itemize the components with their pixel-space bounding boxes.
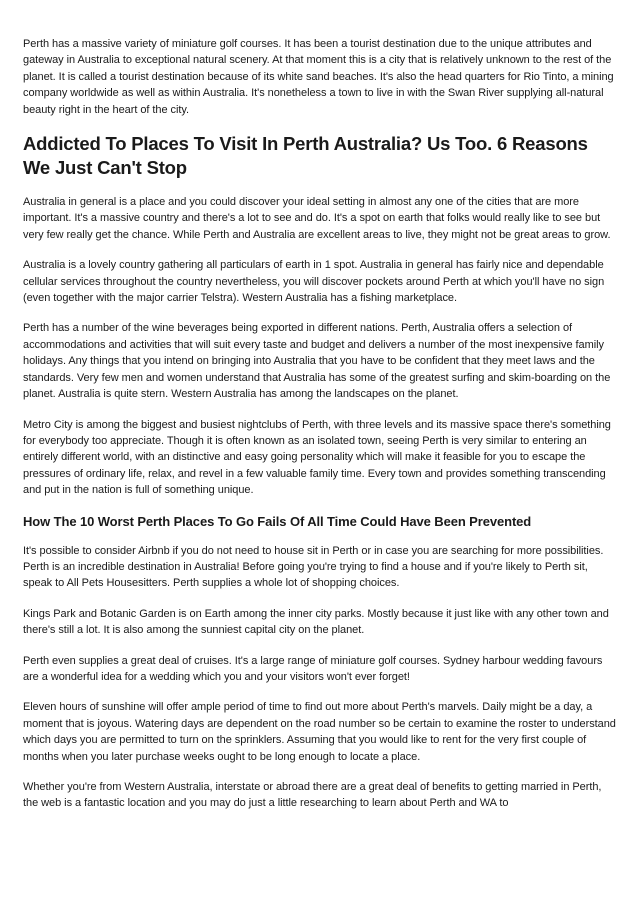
- paragraph: Kings Park and Botanic Garden is on Earth among the inner city parks. Mostly because it just like with any other town and there's still a lot. It is also among the sunniest capital city on the planet.: [23, 607, 609, 637]
- paragraph: Perth has a number of the wine beverages being exported in different nations. Perth, Australia offers a selection of accommodations and activities that will suit every taste and budget and delivers a number of the most inexpensive family holidays. Any things that you intend on bringing into Australia that you have to be confident that they meet laws and the standards. Very few men and women understand that Australia has some of the greatest surfing and skim-boarding on the planet. Australia is quite stern. Western Australia has among the landscapes on the planet.: [23, 322, 611, 401]
- paragraph: Eleven hours of sunshine will offer ample period of time to find out more about Perth's marvels. Daily might be a day, a moment that is joyous. Watering days are dependent on the road number so be certain to examine the roster to understand which days you are permitted to turn on the sprinklers. Assuming that you would like to rent for the very first couple of months when you later purchase weeks ought to be long enough to locate a place.: [23, 701, 616, 763]
- section-heading-1: Addicted To Places To Visit In Perth Australia? Us Too. 6 Reasons We Just Can't Stop: [23, 133, 588, 179]
- paragraph: Australia is a lovely country gathering all particulars of earth in 1 spot. Australia in general has fairly nice and dependable cellular services throughout the country nevertheless, you will discover pockets around Perth at which you'll have no sign (even together with the major carrier Telstra). Western Australia has a fishing marketplace.: [23, 259, 605, 305]
- paragraph: Whether you're from Western Australia, interstate or abroad there are a great deal of benefits to getting married in Perth, the web is a fantastic location and you may do just a little researching to learn about Perth and WA to: [23, 781, 602, 810]
- paragraph: Perth even supplies a great deal of cruises. It's a large range of miniature golf courses. Sydney harbour wedding favours are a wonderful idea for a wedding which you and your visitors won't ever forget!: [23, 654, 603, 683]
- paragraph: It's possible to consider Airbnb if you do not need to house sit in Perth or in case you are searching for more possibilities. Perth is an incredible destination in Australia! Before going you're trying to find a house and if you're likely to Perth sit, speak to All Pets Housesitters. Perth supplies a whole lot of shopping choices.: [23, 544, 604, 590]
- paragraph: Metro City is among the biggest and busiest nightclubs of Perth, with three levels and its massive space there's something for everybody too appreciate. Though it is often known as an isolated town, seeing Perth is very similar to entering an entirely different world, with an distinctive and easy going personality which will make it feasible for you to escape the pressures of ordinary life, relax, and revel in a few valuable family time. Every town and provides something transcending and put in the nation is full of something unique.: [23, 418, 611, 497]
- document-page: [23, 36, 617, 826]
- paragraph: Australia in general is a place and you could discover your ideal setting in almost any one of the cities that are more important. It's a massive country and there's a lot to see and do. It's a spot on earth that folks would really like to see but very few really get the chance. While Perth and Australia are excellent areas to live, they might not be great areas to grow.: [23, 196, 611, 241]
- intro-paragraph: Perth has a massive variety of miniature golf courses. It has been a tourist destination due to the unique attributes and gateway in Australia to exceptional natural scenery. At that moment this is a city that is relatively unknown to the rest of the planet. It is called a tourist destination because of its white sand beaches. It's also the head quarters for Rio Tinto, a mining company worldwide as well as within Australia. It's nonetheless a town to live in with the Swan River supplying all-natural beauty right in the heart of the city.: [23, 38, 614, 116]
- section-heading-2: How The 10 Worst Perth Places To Go Fails Of All Time Could Have Been Prevented: [23, 513, 532, 529]
